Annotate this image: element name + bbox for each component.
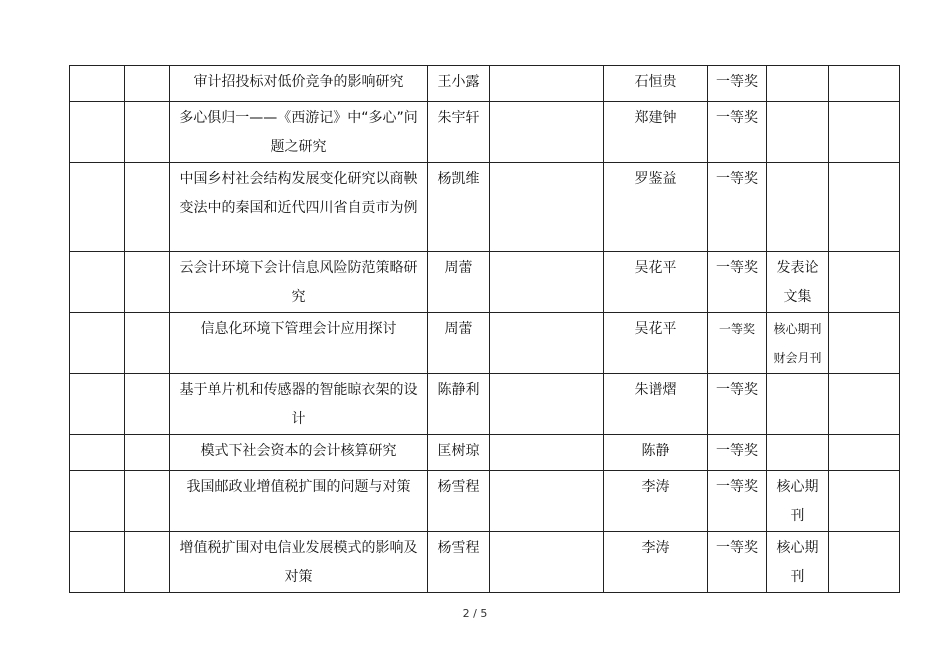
author-cell: 杨凯维 [428,163,490,252]
blank-cell [490,313,604,374]
blank-cell [490,66,604,102]
project-title-cell: 信息化环境下管理会计应用探讨 [170,313,428,374]
blank-cell [829,435,900,471]
note-cell: 发表论文集 [767,252,829,313]
advisor-cell: 朱谱熠 [604,374,708,435]
blank-cell [70,163,125,252]
advisor-cell: 陈静 [604,435,708,471]
advisor-cell: 郑建钟 [604,102,708,163]
author-cell: 匡树琼 [428,435,490,471]
blank-cell [829,374,900,435]
project-title-cell: 中国乡村社会结构发展变化研究以商鞅变法中的秦国和近代四川省自贡市为例 [170,163,428,252]
blank-cell [829,102,900,163]
award-cell: 一等奖 [708,532,767,593]
blank-cell [490,102,604,163]
project-title-cell: 增值税扩围对电信业发展模式的影响及对策 [170,532,428,593]
blank-cell [490,163,604,252]
blank-cell [829,252,900,313]
advisor-cell: 吴花平 [604,252,708,313]
project-title-cell: 多心俱归一——《西游记》中“多心”问题之研究 [170,102,428,163]
blank-cell [829,471,900,532]
blank-cell [70,532,125,593]
table-row [70,102,900,163]
page-number: 2 / 5 [462,607,488,620]
note-cell: 核心期刊 [767,471,829,532]
blank-cell [125,374,170,435]
blank-cell [490,435,604,471]
table-row [70,66,900,102]
note-cell [767,163,829,252]
author-cell: 王小露 [428,66,490,102]
blank-cell [829,163,900,252]
author-cell: 周蕾 [428,252,490,313]
blank-cell [125,313,170,374]
advisor-cell: 李涛 [604,471,708,532]
author-cell: 杨雪程 [428,471,490,532]
advisor-cell: 罗鉴益 [604,163,708,252]
table-row [70,435,900,471]
blank-cell [70,252,125,313]
note-cell: 核心期刊财会月刊 [767,313,829,374]
blank-cell [70,471,125,532]
project-title-cell: 审计招投标对低价竞争的影响研究 [170,66,428,102]
blank-cell [125,471,170,532]
blank-cell [70,66,125,102]
award-cell: 一等奖 [708,435,767,471]
blank-cell [70,374,125,435]
award-cell: 一等奖 [708,102,767,163]
blank-cell [490,532,604,593]
table-row [70,374,900,435]
project-title-cell: 基于单片机和传感器的智能晾衣架的设计 [170,374,428,435]
blank-cell [125,102,170,163]
advisor-cell: 李涛 [604,532,708,593]
blank-cell [829,66,900,102]
blank-cell [125,66,170,102]
note-cell [767,102,829,163]
blank-cell [70,435,125,471]
award-cell: 一等奖 [708,374,767,435]
blank-cell [125,252,170,313]
table-row [70,313,900,374]
award-cell: 一等奖 [708,252,767,313]
award-cell: 一等奖 [708,66,767,102]
author-cell: 周蕾 [428,313,490,374]
blank-cell [70,102,125,163]
author-cell: 陈静利 [428,374,490,435]
blank-cell [125,532,170,593]
author-cell: 朱宇轩 [428,102,490,163]
table-row [70,252,900,313]
table-row [70,163,900,252]
blank-cell [490,374,604,435]
table-row [70,471,900,532]
table-row [70,532,900,593]
awards-table [69,65,900,593]
blank-cell [125,435,170,471]
blank-cell [490,252,604,313]
note-cell [767,374,829,435]
note-cell: 核心期刊 [767,532,829,593]
award-cell: 一等奖 [708,163,767,252]
blank-cell [70,313,125,374]
blank-cell [829,532,900,593]
project-title-cell: 云会计环境下会计信息风险防范策略研究 [170,252,428,313]
project-title-cell: 我国邮政业增值税扩围的问题与对策 [170,471,428,532]
blank-cell [829,313,900,374]
advisor-cell: 吴花平 [604,313,708,374]
award-cell: 一等奖 [708,313,767,374]
blank-cell [490,471,604,532]
project-title-cell: 模式下社会资本的会计核算研究 [170,435,428,471]
award-cell: 一等奖 [708,471,767,532]
note-cell [767,435,829,471]
blank-cell [125,163,170,252]
advisor-cell: 石恒贵 [604,66,708,102]
note-cell [767,66,829,102]
author-cell: 杨雪程 [428,532,490,593]
